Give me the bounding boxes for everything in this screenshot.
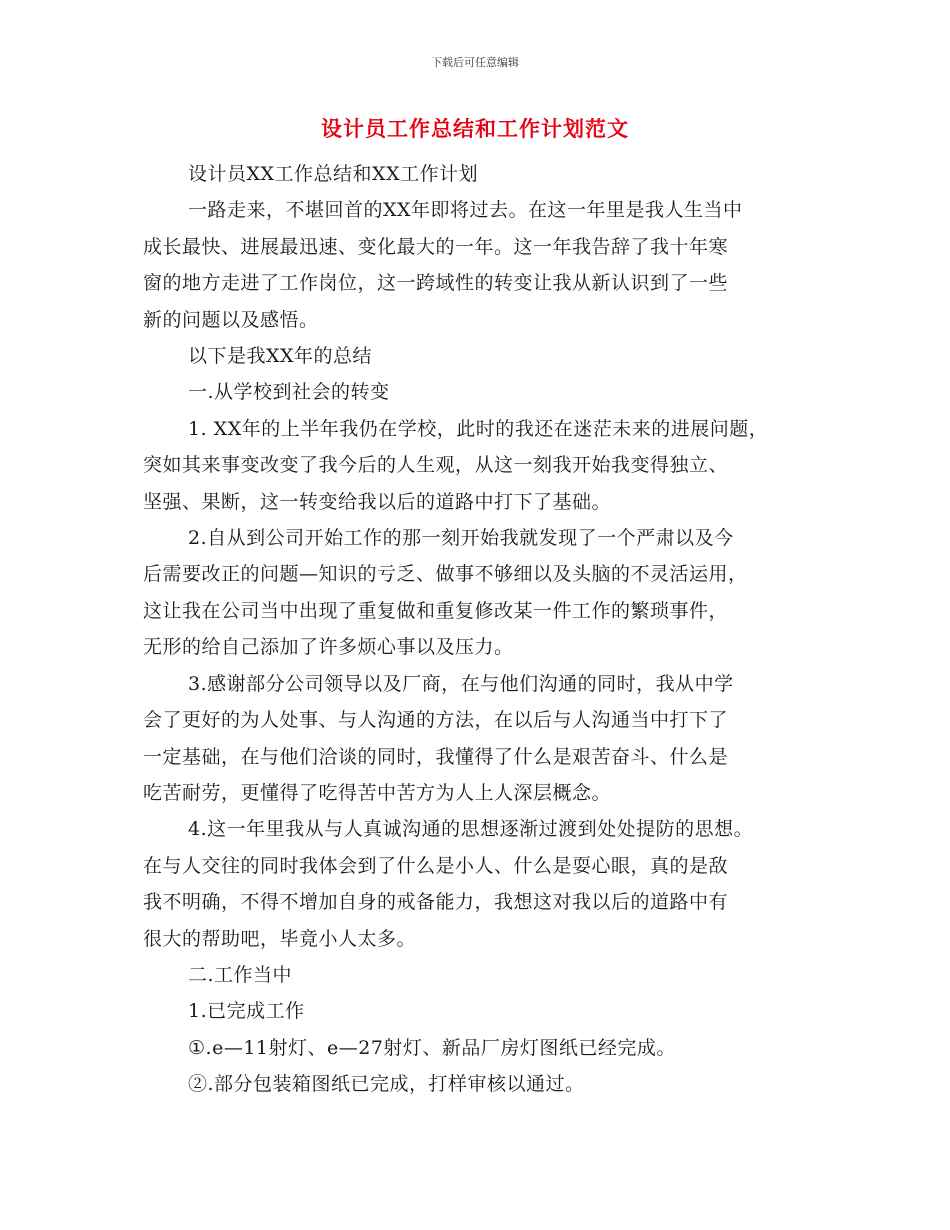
paragraph-line: 以下是我XX年的总结: [188, 345, 373, 368]
paragraph-line: 这让我在公司当中出现了重复做和重复修改某一件工作的繁琐事件，: [143, 599, 729, 622]
section-heading: 二.工作当中: [188, 963, 293, 986]
paragraph-line: 3.感谢部分公司领导以及厂商，在与他们沟通的同时，我从中学: [188, 672, 734, 695]
paragraph-line: 坚强、果断，这一转变给我以后的道路中打下了基础。: [143, 490, 612, 513]
paragraph-line: 无形的给自己添加了许多烦心事以及压力。: [143, 636, 514, 659]
paragraph-line: 成长最快、进展最迅速、变化最大的一年。这一年我告辞了我十年寒: [143, 235, 729, 258]
document-body: [143, 156, 815, 1103]
paragraph-line: 在与人交往的同时我体会到了什么是小人、什么是耍心眼，真的是敌: [143, 854, 729, 877]
paragraph-line: 新的问题以及感悟。: [143, 308, 319, 331]
paragraph-line: 我不明确，不得不增加自身的戒备能力，我想这对我以后的道路中有: [143, 891, 729, 914]
paragraph-line: 窗的地方走进了工作岗位，这一跨域性的转变让我从新认识到了一些: [143, 272, 729, 295]
paragraph-line: 2.自从到公司开始工作的那一刻开始我就发现了一个严肃以及今: [188, 527, 734, 550]
paragraph-line: 吃苦耐劳，更懂得了吃得苦中苦方为人上人深层概念。: [143, 781, 612, 804]
list-item: ①.e—11射灯、e—27射灯、新品厂房灯图纸已经完成。: [188, 1036, 676, 1059]
paragraph-line: 很大的帮助吧，毕竟小人太多。: [143, 927, 417, 950]
paragraph-line: 1. XX年的上半年我仍在学校，此时的我还在迷茫未来的进展问题，: [188, 417, 769, 440]
subtitle-line: 设计员XX工作总结和XX工作计划: [188, 163, 479, 185]
paragraph-line: 4.这一年里我从与人真诚沟通的思想逐渐过渡到处处提防的思想。: [188, 818, 754, 841]
subsection-heading: 1.已完成工作: [188, 1000, 305, 1023]
paragraph-line: 一路走来，不堪回首的XX年即将过去。在这一年里是我人生当中: [188, 199, 743, 222]
paragraph-line: 后需要改正的问题—知识的亏乏、做事不够细以及头脑的不灵活运用，: [143, 563, 748, 586]
paragraph-line: 一定基础，在与他们洽谈的同时，我懂得了什么是艰苦奋斗、什么是: [143, 745, 729, 768]
document-title: 设计员工作总结和工作计划范文: [321, 117, 629, 141]
paragraph-line: 突如其来事变改变了我今后的人生观，从这一刻我开始我变得独立、: [143, 454, 729, 477]
header-note: 下载后可任意编辑: [431, 56, 519, 69]
list-item: ②.部分包装箱图纸已完成，打样审核以通过。: [188, 1073, 585, 1096]
section-heading: 一.从学校到社会的转变: [188, 381, 390, 404]
paragraph-line: 会了更好的为人处事、与人沟通的方法，在以后与人沟通当中打下了: [143, 709, 729, 732]
